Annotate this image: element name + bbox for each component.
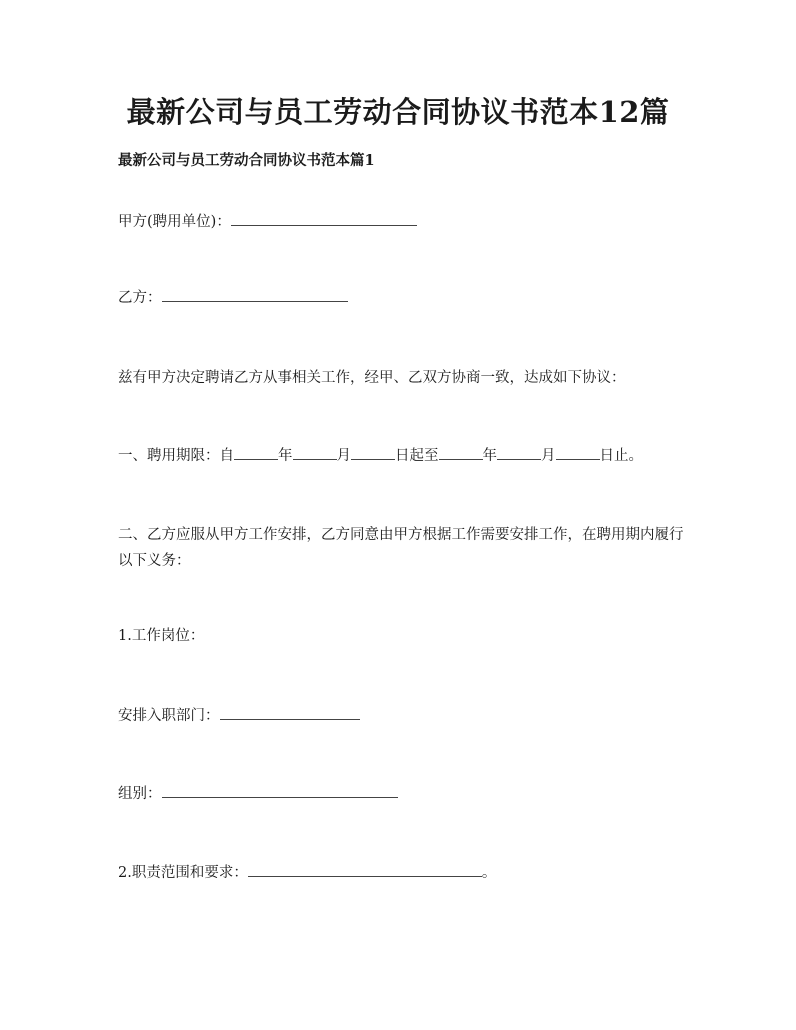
day-label-end: 日止。 xyxy=(599,448,643,464)
section-heading: 最新公司与员工劳动合同协议书范本篇1 xyxy=(118,152,375,169)
item-1-position: 1.工作岗位： xyxy=(118,628,205,644)
item-2-end: 。 xyxy=(481,865,497,881)
department-blank xyxy=(220,704,360,720)
month-label-2: 月 xyxy=(541,448,556,464)
group-line xyxy=(118,781,398,807)
intro-paragraph: 兹有甲方决定聘请乙方从事相关工作，经甲、乙双方协商一致，达成如下协议： xyxy=(118,370,626,386)
party-a-label: 甲方(聘用单位)： xyxy=(118,214,231,230)
duties-blank xyxy=(248,861,482,877)
item-2-label: 2.职责范围和要求： xyxy=(118,865,248,881)
clause-1-term xyxy=(118,443,643,469)
document-title: 最新公司与员工劳动合同协议书范本12篇 xyxy=(126,95,670,129)
group-blank xyxy=(162,782,398,798)
party-b-blank xyxy=(162,286,348,302)
year-blank-1 xyxy=(234,444,278,460)
group-label: 组别： xyxy=(118,786,162,802)
month-blank-2 xyxy=(497,444,541,460)
department-line xyxy=(118,703,360,729)
clause-1-prefix: 一、聘用期限：自 xyxy=(118,448,234,464)
year-label-1: 年 xyxy=(278,448,293,464)
item-2-duties xyxy=(118,860,496,886)
party-a-line xyxy=(118,209,417,235)
day-blank-2 xyxy=(556,444,600,460)
day-label-from: 日起至 xyxy=(395,448,439,464)
month-blank-1 xyxy=(293,444,337,460)
clause-2-obligations: 二、乙方应服从甲方工作安排，乙方同意由甲方根据工作需要安排工作，在聘用期内履行以下义务： xyxy=(118,527,684,569)
year-label-2: 年 xyxy=(482,448,497,464)
month-label-1: 月 xyxy=(336,448,351,464)
day-blank-1 xyxy=(351,444,395,460)
party-a-blank xyxy=(231,210,417,226)
year-blank-2 xyxy=(439,444,483,460)
party-b-line xyxy=(118,285,348,311)
department-label: 安排入职部门： xyxy=(118,708,220,724)
party-b-label: 乙方： xyxy=(118,290,162,306)
